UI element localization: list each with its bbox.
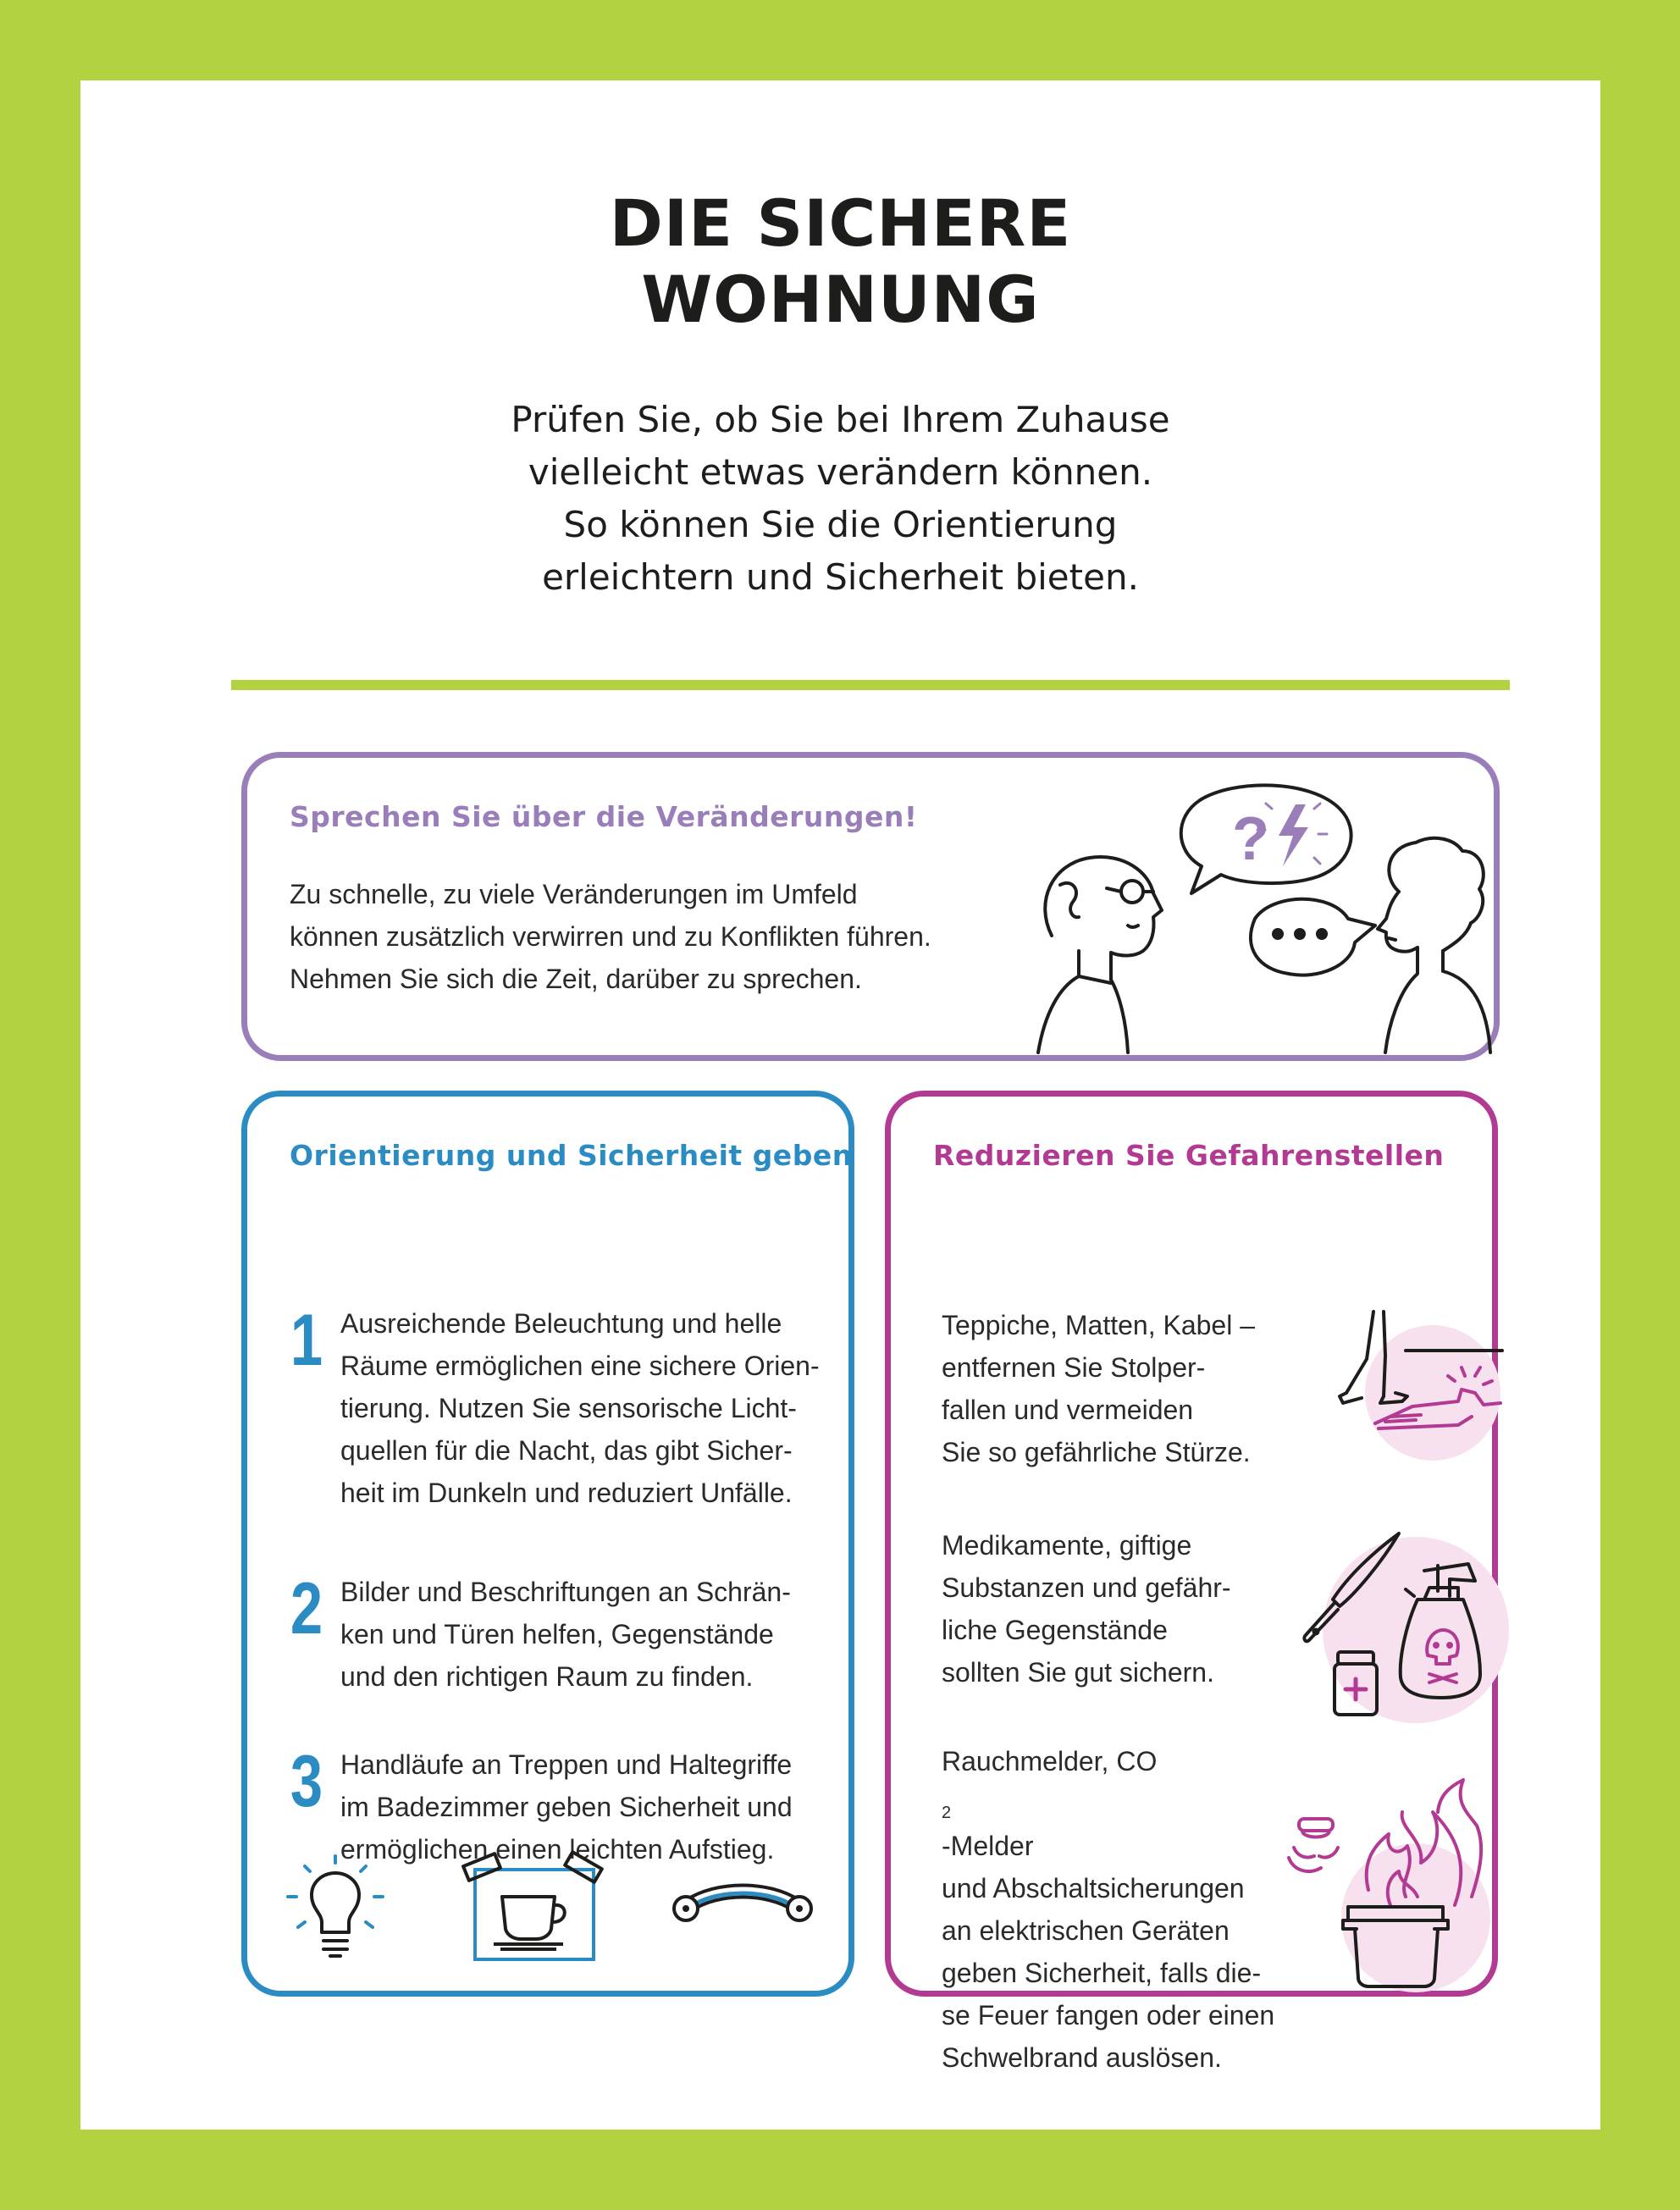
item-number: 3 <box>290 1741 323 1822</box>
knife-medicine-poison-icon <box>1280 1528 1484 1732</box>
divider <box>231 680 1510 690</box>
item-line: sollten Sie gut sichern. <box>942 1657 1214 1688</box>
item-line: Sie so gefährliche Stürze. <box>942 1437 1251 1467</box>
talk-box <box>241 752 1500 1061</box>
item-text <box>340 1571 791 1698</box>
item-line: und Abschaltsicherungen <box>942 1873 1245 1903</box>
talk-box-text <box>290 873 931 1000</box>
grab-bar-icon <box>671 1871 815 1948</box>
talk-box-title: Sprechen Sie über die Veränderungen! <box>290 800 918 833</box>
danger-item-text <box>942 1740 1274 2079</box>
item-line: Ausreichende Beleuchtung und helle <box>340 1308 782 1339</box>
item-line: im Badezimmer geben Sicherheit und <box>340 1792 793 1822</box>
talk-line: Nehmen Sie sich die Zeit, darüber zu sprechen. <box>290 964 862 994</box>
item-line: Schwelbrand auslösen. <box>942 2042 1222 2073</box>
labeled-cabinet-cup-icon <box>463 1854 616 1964</box>
item-line: se Feuer fangen oder einen <box>942 2000 1275 2030</box>
item-line: Substanzen und gefähr- <box>942 1572 1231 1603</box>
title-line-1: DIE SICHERE <box>609 185 1072 261</box>
intro-line: vielleicht etwas verändern können. <box>528 451 1153 493</box>
item-line: liche Gegenstände <box>942 1615 1168 1645</box>
orient-box-title: Orientierung und Sicherheit geben <box>290 1139 853 1172</box>
danger-item-text <box>942 1524 1231 1693</box>
item-number: 2 <box>290 1568 323 1649</box>
item-line: an elektrischen Geräten <box>942 1915 1230 1946</box>
co2-suffix: -Melder <box>942 1831 1034 1861</box>
item-line: Teppiche, Matten, Kabel – <box>942 1310 1256 1340</box>
intro-line: Prüfen Sie, ob Sie bei Ihrem Zuhause <box>511 399 1170 440</box>
title-line-2: WOHNUNG <box>641 262 1040 337</box>
item-line: fallen und vermeiden <box>942 1395 1194 1425</box>
item-line: heit im Dunkeln und reduziert Unfälle. <box>340 1478 793 1508</box>
item-line: quellen für die Nacht, das gibt Sicher- <box>340 1435 793 1466</box>
intro-text <box>368 394 1312 604</box>
page <box>80 80 1600 2130</box>
danger-box-title: Reduzieren Sie Gefahrenstellen <box>933 1139 1445 1172</box>
item-line: geben Sicherheit, falls die- <box>942 1958 1262 1988</box>
item-line: Bilder und Beschriftungen an Schrän- <box>340 1577 791 1607</box>
page-title <box>80 185 1600 338</box>
smoke-detector-burning-pot-icon <box>1289 1778 1492 1990</box>
item-line: entfernen Sie Stolper- <box>942 1352 1206 1383</box>
item-line: Räume ermöglichen eine sichere Orien- <box>340 1351 820 1381</box>
intro-line: erleichtern und Sicherheit bieten. <box>542 556 1139 598</box>
item-line: ermöglichen einen leichten Aufstieg. <box>340 1834 775 1865</box>
item-line: Handläufe an Treppen und Haltegriffe <box>340 1749 793 1780</box>
item-line: Medikamente, giftige <box>942 1530 1192 1561</box>
item-line <box>942 1740 1274 1867</box>
intro-line: So können Sie die Orientierung <box>563 504 1118 545</box>
co2-subscript: 2 <box>942 1804 952 1822</box>
conversation-illustration-icon <box>1026 783 1500 1063</box>
item-line: tierung. Nutzen Sie sensorische Licht- <box>340 1393 797 1423</box>
talk-line: können zusätzlich verwirren und zu Konflikten führen. <box>290 921 931 952</box>
bubble-question-mark: ? <box>1232 805 1269 873</box>
talk-line: Zu schnelle, zu viele Veränderungen im Umfeld <box>290 879 858 909</box>
danger-box <box>885 1091 1498 2073</box>
item-number: 1 <box>290 1300 323 1381</box>
co2-text: Rauchmelder, CO <box>942 1746 1158 1776</box>
orient-box <box>241 1091 854 1997</box>
danger-item-text <box>942 1304 1255 1473</box>
item-text <box>340 1743 793 1870</box>
item-line: ken und Türen helfen, Gegenstände <box>340 1619 774 1649</box>
item-text <box>340 1302 820 1514</box>
item-line: und den richtigen Raum zu finden. <box>340 1661 754 1692</box>
lightbulb-icon <box>281 1854 391 1964</box>
tripping-over-rug-icon <box>1331 1308 1509 1469</box>
